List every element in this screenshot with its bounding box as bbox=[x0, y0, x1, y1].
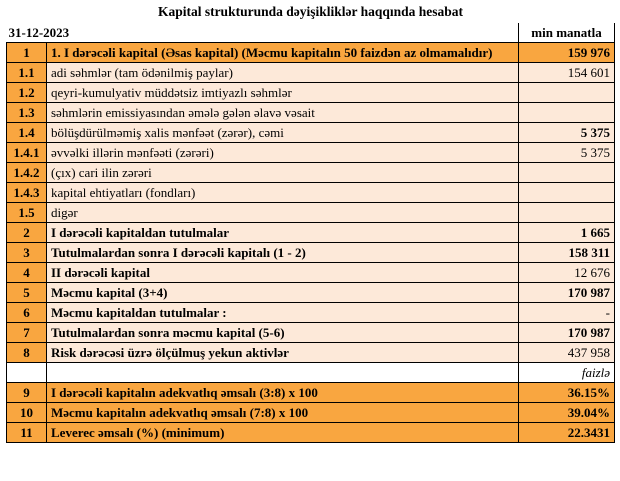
row-value: 154 601 bbox=[519, 63, 615, 83]
row-label bbox=[47, 363, 519, 383]
table-row bbox=[7, 143, 615, 163]
row-value: 39.04% bbox=[519, 403, 615, 423]
table-row bbox=[7, 263, 615, 283]
row-value: 1 665 bbox=[519, 223, 615, 243]
report-date: 31-12-2023 bbox=[7, 23, 519, 43]
table-row bbox=[7, 123, 615, 143]
row-number: 1.4 bbox=[7, 123, 47, 143]
row-number: 8 bbox=[7, 343, 47, 363]
row-label: (çıx) cari ilin zərəri bbox=[47, 163, 519, 183]
report-title: Kapital strukturunda dəyişikliklər haqqında hesabat bbox=[157, 4, 464, 19]
row-label: Məcmu kapitaldan tutulmalar : bbox=[47, 303, 519, 323]
table-row bbox=[7, 323, 615, 343]
table-row bbox=[7, 363, 615, 383]
row-label: əvvəlki illərin mənfəəti (zərəri) bbox=[47, 143, 519, 163]
row-number: 1.3 bbox=[7, 103, 47, 123]
table-row bbox=[7, 423, 615, 443]
row-number: 6 bbox=[7, 303, 47, 323]
row-label: I dərəcəli kapitaldan tutulmalar bbox=[47, 223, 519, 243]
row-value: 5 375 bbox=[519, 143, 615, 163]
table-row bbox=[7, 43, 615, 63]
row-label: bölüşdürülməmiş xalis mənfəət (zərər), cəmi bbox=[47, 123, 519, 143]
table-row bbox=[7, 343, 615, 363]
row-number: 7 bbox=[7, 323, 47, 343]
row-number: 9 bbox=[7, 383, 47, 403]
row-number: 4 bbox=[7, 263, 47, 283]
row-label: Leverec əmsalı (%) (minimum) bbox=[47, 423, 519, 443]
row-number: 1.4.3 bbox=[7, 183, 47, 203]
capital-structure-table bbox=[6, 23, 615, 443]
table-row bbox=[7, 303, 615, 323]
row-value: 437 958 bbox=[519, 343, 615, 363]
row-value bbox=[519, 163, 615, 183]
table-row bbox=[7, 283, 615, 303]
row-value bbox=[519, 83, 615, 103]
table-row bbox=[7, 163, 615, 183]
row-label: adi səhmlər (tam ödənilmiş paylar) bbox=[47, 63, 519, 83]
table-row bbox=[7, 203, 615, 223]
row-label: digər bbox=[47, 203, 519, 223]
row-value: 22.3431 bbox=[519, 423, 615, 443]
table-body bbox=[7, 43, 615, 443]
row-number: 1.1 bbox=[7, 63, 47, 83]
row-value: faizlə bbox=[519, 363, 615, 383]
row-label: qeyri-kumulyativ müddətsiz imtiyazlı səhmlər bbox=[47, 83, 519, 103]
row-label: Məcmu kapitalın adekvatlıq əmsalı (7:8) x 100 bbox=[47, 403, 519, 423]
row-value: 158 311 bbox=[519, 243, 615, 263]
table-header-row bbox=[7, 23, 615, 43]
row-number: 1 bbox=[7, 43, 47, 63]
row-value: 36.15% bbox=[519, 383, 615, 403]
table-row bbox=[7, 83, 615, 103]
row-label: kapital ehtiyatları (fondları) bbox=[47, 183, 519, 203]
table-row bbox=[7, 383, 615, 403]
table-row bbox=[7, 223, 615, 243]
row-value: 170 987 bbox=[519, 283, 615, 303]
row-value bbox=[519, 203, 615, 223]
row-label: Məcmu kapital (3+4) bbox=[47, 283, 519, 303]
table-row bbox=[7, 243, 615, 263]
row-value bbox=[519, 103, 615, 123]
row-label: 1. I dərəcəli kapital (Əsas kapital) (Məcmu kapitalın 50 faizdən az olmamalıdır) bbox=[47, 43, 519, 63]
row-number: 1.4.2 bbox=[7, 163, 47, 183]
row-number: 2 bbox=[7, 223, 47, 243]
row-number: 1.5 bbox=[7, 203, 47, 223]
row-number: 1.2 bbox=[7, 83, 47, 103]
row-value: 159 976 bbox=[519, 43, 615, 63]
row-value: 12 676 bbox=[519, 263, 615, 283]
row-label: II dərəcəli kapital bbox=[47, 263, 519, 283]
row-label: Tutulmalardan sonra I dərəcəli kapitalı (1 - 2) bbox=[47, 243, 519, 263]
table-row bbox=[7, 103, 615, 123]
row-label: Risk dərəcəsi üzrə ölçülmuş yekun aktivlər bbox=[47, 343, 519, 363]
row-number: 3 bbox=[7, 243, 47, 263]
table-row bbox=[7, 63, 615, 83]
unit-label: min manatla bbox=[519, 23, 615, 43]
row-label: səhmlərin emissiyasından əmələ gələn əlavə vəsait bbox=[47, 103, 519, 123]
row-label: Tutulmalardan sonra məcmu kapital (5-6) bbox=[47, 323, 519, 343]
row-label: I dərəcəli kapitalın adekvatlıq əmsalı (3:8) x 100 bbox=[47, 383, 519, 403]
row-value: - bbox=[519, 303, 615, 323]
row-number: 1.4.1 bbox=[7, 143, 47, 163]
row-number: 11 bbox=[7, 423, 47, 443]
table-row bbox=[7, 403, 615, 423]
row-value: 5 375 bbox=[519, 123, 615, 143]
row-value bbox=[519, 183, 615, 203]
row-number: 10 bbox=[7, 403, 47, 423]
table-row bbox=[7, 183, 615, 203]
row-number: 5 bbox=[7, 283, 47, 303]
row-value: 170 987 bbox=[519, 323, 615, 343]
row-number bbox=[7, 363, 47, 383]
